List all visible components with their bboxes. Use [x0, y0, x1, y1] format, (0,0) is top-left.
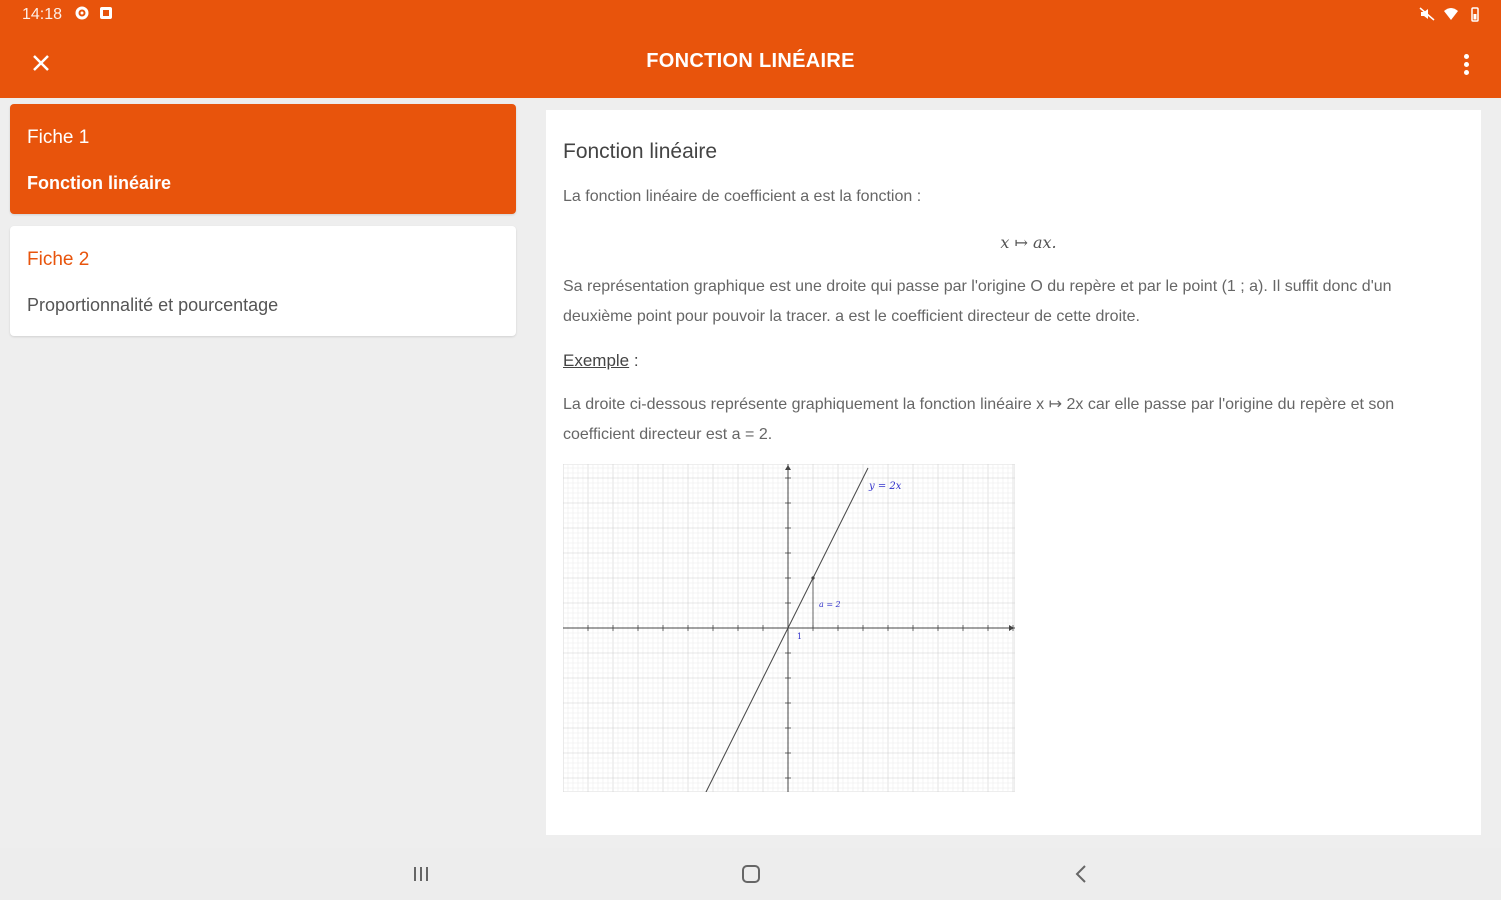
back-button[interactable]: [1061, 860, 1101, 888]
formula: x ↦ ax.: [1000, 233, 1057, 252]
app-bar: [0, 0, 1501, 98]
fiche-number: Fiche 1: [27, 127, 90, 148]
slope-label: a = 2: [819, 600, 841, 609]
description-text: Sa représentation graphique est une droite qui passe par l'origine O du repère et par le point (1 ; a). Il suffit donc d'un deuxième point pour pouvoir la tracer. a est le coefficient directeur de cette droite.: [563, 278, 1392, 325]
mute-icon: [1419, 5, 1435, 23]
system-nav-bar: [0, 848, 1501, 900]
fiche-title: Proportionnalité et pourcentage: [27, 295, 279, 315]
fiche-list: [10, 104, 516, 348]
home-icon: [741, 864, 761, 884]
fiche-card-1[interactable]: [10, 104, 516, 214]
fiche-card-2[interactable]: [10, 226, 516, 336]
unit-label: 1: [797, 632, 803, 641]
content-heading: Fonction linéaire: [563, 140, 718, 163]
settings-icon: [74, 4, 90, 22]
fiche-title: Fonction linéaire: [27, 173, 172, 193]
linear-function-graph: [563, 464, 1015, 792]
fiche-content: [546, 110, 1481, 835]
example-label-text: Exemple: [563, 351, 630, 370]
line-label: y = 2x: [869, 481, 902, 492]
intro-text: La fonction linéaire de coefficient a est la fonction :: [563, 188, 922, 205]
status-bar: [0, 0, 1501, 30]
example-colon: :: [629, 351, 639, 370]
example-text: La droite ci-dessous représente graphiquement la fonction linéaire x ↦ 2x car elle passe par l'origine du repère et son coefficient directeur est a = 2.: [563, 396, 1395, 443]
point-1-a: [811, 576, 814, 579]
battery-icon: [1467, 5, 1483, 23]
status-time: 14:18: [22, 6, 63, 23]
home-button[interactable]: [731, 860, 771, 888]
notification-icon: [98, 4, 114, 22]
back-icon: [1073, 864, 1089, 884]
page-title: FONCTION LINÉAIRE: [646, 50, 855, 72]
recent-apps-button[interactable]: [401, 860, 441, 888]
fiche-number: Fiche 2: [27, 249, 90, 270]
overflow-menu-button[interactable]: [1451, 46, 1481, 82]
wifi-icon: [1443, 5, 1459, 23]
more-vert-icon: [1464, 54, 1469, 59]
recent-apps-icon: [412, 865, 430, 883]
example-label: [563, 346, 1464, 376]
